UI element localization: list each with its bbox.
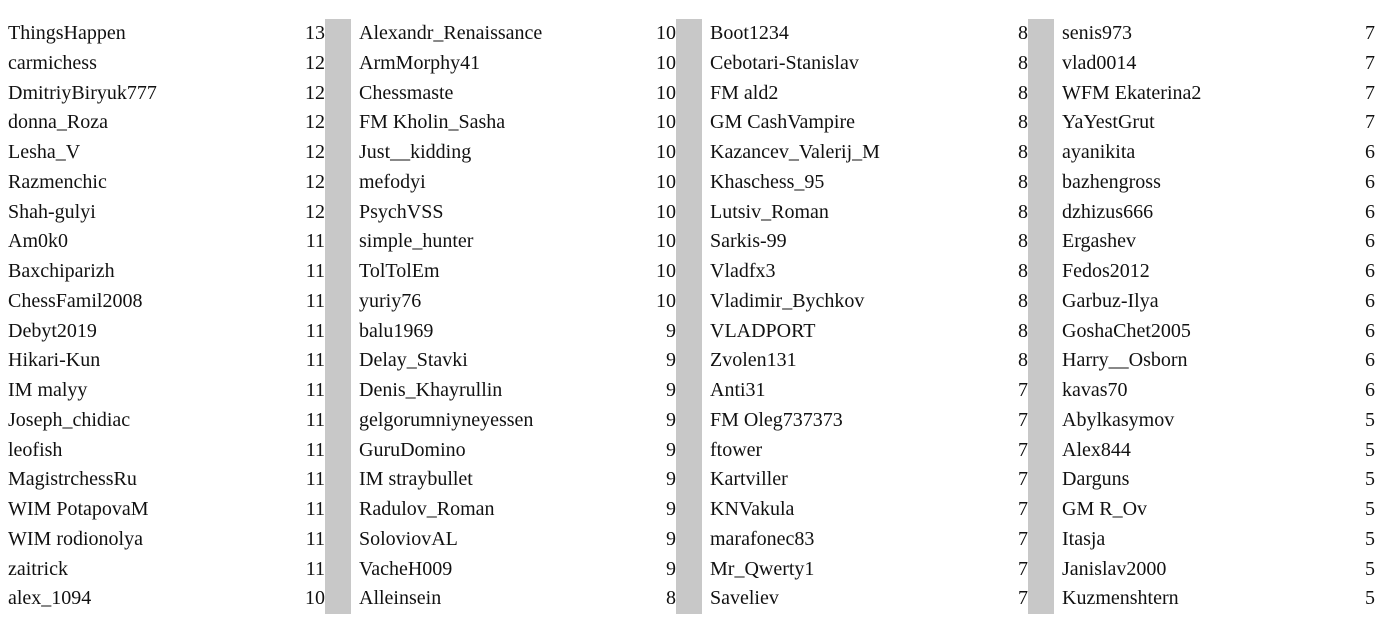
player-name: Hikari-Kun [8, 349, 101, 372]
player-name: FM Kholin_Sasha [359, 111, 506, 134]
player-name-column [0, 19, 280, 614]
player-name: Ergashev [1062, 230, 1137, 253]
player-score: 10 [656, 200, 676, 223]
player-score: 9 [666, 379, 676, 401]
player-score: 6 [1365, 319, 1375, 342]
player-score: 10 [656, 22, 676, 44]
score-column [1002, 19, 1028, 614]
player-name: Abylkasymov [1062, 408, 1175, 431]
player-name: TolTolEm [359, 260, 440, 282]
player-score: 8 [1018, 111, 1028, 134]
player-name: Denis_Khayrullin [359, 379, 503, 401]
player-score: 8 [1018, 51, 1028, 74]
player-name-column [702, 19, 1002, 614]
player-score: 5 [1365, 587, 1375, 610]
player-score: 6 [1365, 141, 1375, 163]
player-name: GoshaChet2005 [1062, 319, 1191, 342]
standings-column-2 [351, 19, 676, 614]
player-name: Radulov_Roman [359, 498, 495, 520]
player-score: 6 [1365, 289, 1375, 312]
player-score: 7 [1018, 468, 1028, 491]
player-score: 7 [1365, 81, 1375, 104]
standings-column-1 [0, 19, 325, 614]
player-name: bazhengross [1062, 170, 1161, 193]
player-score: 10 [656, 81, 676, 104]
player-name: WIM rodionolya [8, 527, 143, 550]
player-score: 7 [1365, 22, 1375, 44]
player-name: Janislav2000 [1062, 557, 1167, 580]
player-name: Delay_Stavki [359, 349, 468, 372]
player-score: 11 [305, 498, 325, 520]
player-score: 5 [1365, 438, 1375, 461]
player-name: VLADPORT [710, 319, 816, 342]
player-score: 6 [1365, 230, 1375, 253]
player-name: WFM Ekaterina2 [1062, 81, 1202, 104]
player-name: Chessmaste [359, 81, 454, 104]
player-name: YaYestGrut [1062, 111, 1155, 134]
player-score: 9 [666, 468, 676, 491]
player-name: GM R_Ov [1062, 498, 1148, 520]
player-name: ThingsHappen [8, 22, 126, 44]
player-score: 11 [305, 557, 325, 580]
player-score: 12 [305, 200, 325, 223]
player-score: 8 [1018, 170, 1028, 193]
player-score: 13 [305, 22, 325, 44]
player-score: 10 [656, 289, 676, 312]
player-score: 10 [656, 111, 676, 134]
player-score: 12 [305, 51, 325, 74]
player-name: Kazancev_Valerij_M [710, 141, 880, 163]
player-score: 5 [1365, 557, 1375, 580]
player-name: KNVakula [710, 498, 795, 520]
player-score: 7 [1018, 527, 1028, 550]
player-score: 7 [1365, 111, 1375, 134]
player-name: carmichess [8, 51, 97, 74]
player-name: Khaschess_95 [710, 170, 825, 193]
player-name: DmitriyBiryuk777 [8, 81, 157, 104]
player-name: Razmenchic [8, 170, 107, 193]
player-score: 8 [1018, 81, 1028, 104]
player-name: dzhizus666 [1062, 200, 1154, 223]
player-name: Alleinsein [359, 587, 442, 610]
player-score: 6 [1365, 170, 1375, 193]
player-name: ChessFamil2008 [8, 289, 143, 312]
player-score: 11 [305, 230, 325, 253]
player-name: Baxchiparizh [8, 260, 115, 282]
player-name: Joseph_chidiac [8, 408, 131, 431]
player-score: 12 [305, 81, 325, 104]
player-score: 7 [1018, 587, 1028, 610]
player-score: 11 [305, 408, 325, 431]
player-score: 6 [1365, 260, 1375, 282]
score-column [1344, 19, 1375, 614]
player-name: zaitrick [8, 557, 68, 580]
player-score: 11 [305, 438, 325, 461]
player-name: ftower [710, 438, 763, 461]
player-score: 5 [1365, 468, 1375, 491]
player-score: 5 [1365, 498, 1375, 520]
player-score: 6 [1365, 349, 1375, 372]
player-name: Zvolen131 [710, 349, 797, 372]
player-score: 7 [1018, 557, 1028, 580]
standings-table [0, 19, 1375, 614]
player-score: 9 [666, 527, 676, 550]
player-score: 10 [656, 230, 676, 253]
player-score: 7 [1018, 408, 1028, 431]
player-name: IM malyy [8, 379, 88, 401]
player-name: ayanikita [1062, 141, 1136, 163]
player-name: simple_hunter [359, 230, 474, 253]
player-score: 10 [656, 141, 676, 163]
player-score: 8 [1018, 22, 1028, 44]
player-score: 9 [666, 498, 676, 520]
player-name: gelgorumniyneyessen [359, 408, 534, 431]
player-name: Vladfx3 [710, 260, 776, 282]
player-name: Harry__Osborn [1062, 349, 1188, 372]
player-name: donna_Roza [8, 111, 108, 134]
player-score: 11 [305, 260, 325, 282]
player-name: GM CashVampire [710, 111, 855, 134]
player-score: 6 [1365, 200, 1375, 223]
player-name: FM Oleg737373 [710, 408, 843, 431]
player-score: 8 [1018, 319, 1028, 342]
player-name: ArmMorphy41 [359, 51, 481, 74]
player-score: 12 [305, 111, 325, 134]
score-column [280, 19, 325, 614]
player-name: Itasja [1062, 527, 1106, 550]
player-score: 8 [1018, 230, 1028, 253]
player-name: Am0k0 [8, 230, 68, 253]
player-name: senis973 [1062, 22, 1132, 44]
player-name: Vladimir_Bychkov [710, 289, 865, 312]
player-score: 6 [1365, 379, 1375, 401]
player-score: 7 [1018, 498, 1028, 520]
player-name: leofish [8, 438, 63, 461]
column-separator [676, 19, 702, 614]
player-name: Mr_Qwerty1 [710, 557, 815, 580]
player-score: 8 [1018, 289, 1028, 312]
player-score: 10 [305, 587, 325, 610]
player-score: 11 [305, 379, 325, 401]
player-name: WIM PotapovaM [8, 498, 149, 520]
player-name: Anti31 [710, 379, 766, 401]
player-name: yuriy76 [359, 289, 422, 312]
player-score: 12 [305, 141, 325, 163]
player-name-column [351, 19, 651, 614]
player-score: 11 [305, 289, 325, 312]
column-separator [325, 19, 351, 614]
player-score: 5 [1365, 527, 1375, 550]
player-score: 9 [666, 319, 676, 342]
player-score: 9 [666, 349, 676, 372]
player-score: 10 [656, 260, 676, 282]
player-name: PsychVSS [359, 200, 444, 223]
player-name: Lesha_V [8, 141, 81, 163]
player-name: alex_1094 [8, 587, 92, 610]
player-name: kavas70 [1062, 379, 1128, 401]
player-score: 9 [666, 408, 676, 431]
player-name: GuruDomino [359, 438, 466, 461]
player-name: Alexandr_Renaissance [359, 22, 543, 44]
player-name: Kartviller [710, 468, 788, 491]
player-score: 11 [305, 319, 325, 342]
player-name: VacheH009 [359, 557, 453, 580]
player-name: MagistrchessRu [8, 468, 137, 491]
player-name: Debyt2019 [8, 319, 97, 342]
score-column [651, 19, 676, 614]
player-name: vlad0014 [1062, 51, 1137, 74]
player-name: SoloviovAL [359, 527, 458, 550]
player-name: FM ald2 [710, 81, 779, 104]
player-name: marafonec83 [710, 527, 815, 550]
player-score: 11 [305, 527, 325, 550]
player-name: Shah-gulyi [8, 200, 96, 223]
player-name: Cebotari-Stanislav [710, 51, 859, 74]
player-name: Alex844 [1062, 438, 1131, 461]
player-score: 8 [666, 587, 676, 610]
player-score: 11 [305, 349, 325, 372]
standings-column-4 [1054, 19, 1375, 614]
player-score: 8 [1018, 200, 1028, 223]
standings-column-3 [702, 19, 1028, 614]
player-name: Saveliev [710, 587, 779, 610]
column-separator [1028, 19, 1054, 614]
player-name: Boot1234 [710, 22, 789, 44]
player-name: Just__kidding [359, 141, 472, 163]
player-name: Lutsiv_Roman [710, 200, 829, 223]
player-score: 7 [1365, 51, 1375, 74]
player-score: 9 [666, 438, 676, 461]
player-score: 7 [1018, 438, 1028, 461]
player-name: IM straybullet [359, 468, 473, 491]
player-score: 12 [305, 170, 325, 193]
player-score: 9 [666, 557, 676, 580]
player-score: 8 [1018, 141, 1028, 163]
player-name: Fedos2012 [1062, 260, 1150, 282]
player-name: Darguns [1062, 468, 1130, 491]
player-name: mefodyi [359, 170, 426, 193]
player-name: balu1969 [359, 319, 434, 342]
player-name-column [1054, 19, 1344, 614]
player-name: Garbuz-Ilya [1062, 289, 1159, 312]
player-score: 10 [656, 170, 676, 193]
player-score: 11 [305, 468, 325, 491]
player-score: 10 [656, 51, 676, 74]
player-name: Kuzmenshtern [1062, 587, 1179, 610]
player-score: 8 [1018, 349, 1028, 372]
player-score: 8 [1018, 260, 1028, 282]
player-name: Sarkis-99 [710, 230, 787, 253]
player-score: 5 [1365, 408, 1375, 431]
player-score: 7 [1018, 379, 1028, 401]
